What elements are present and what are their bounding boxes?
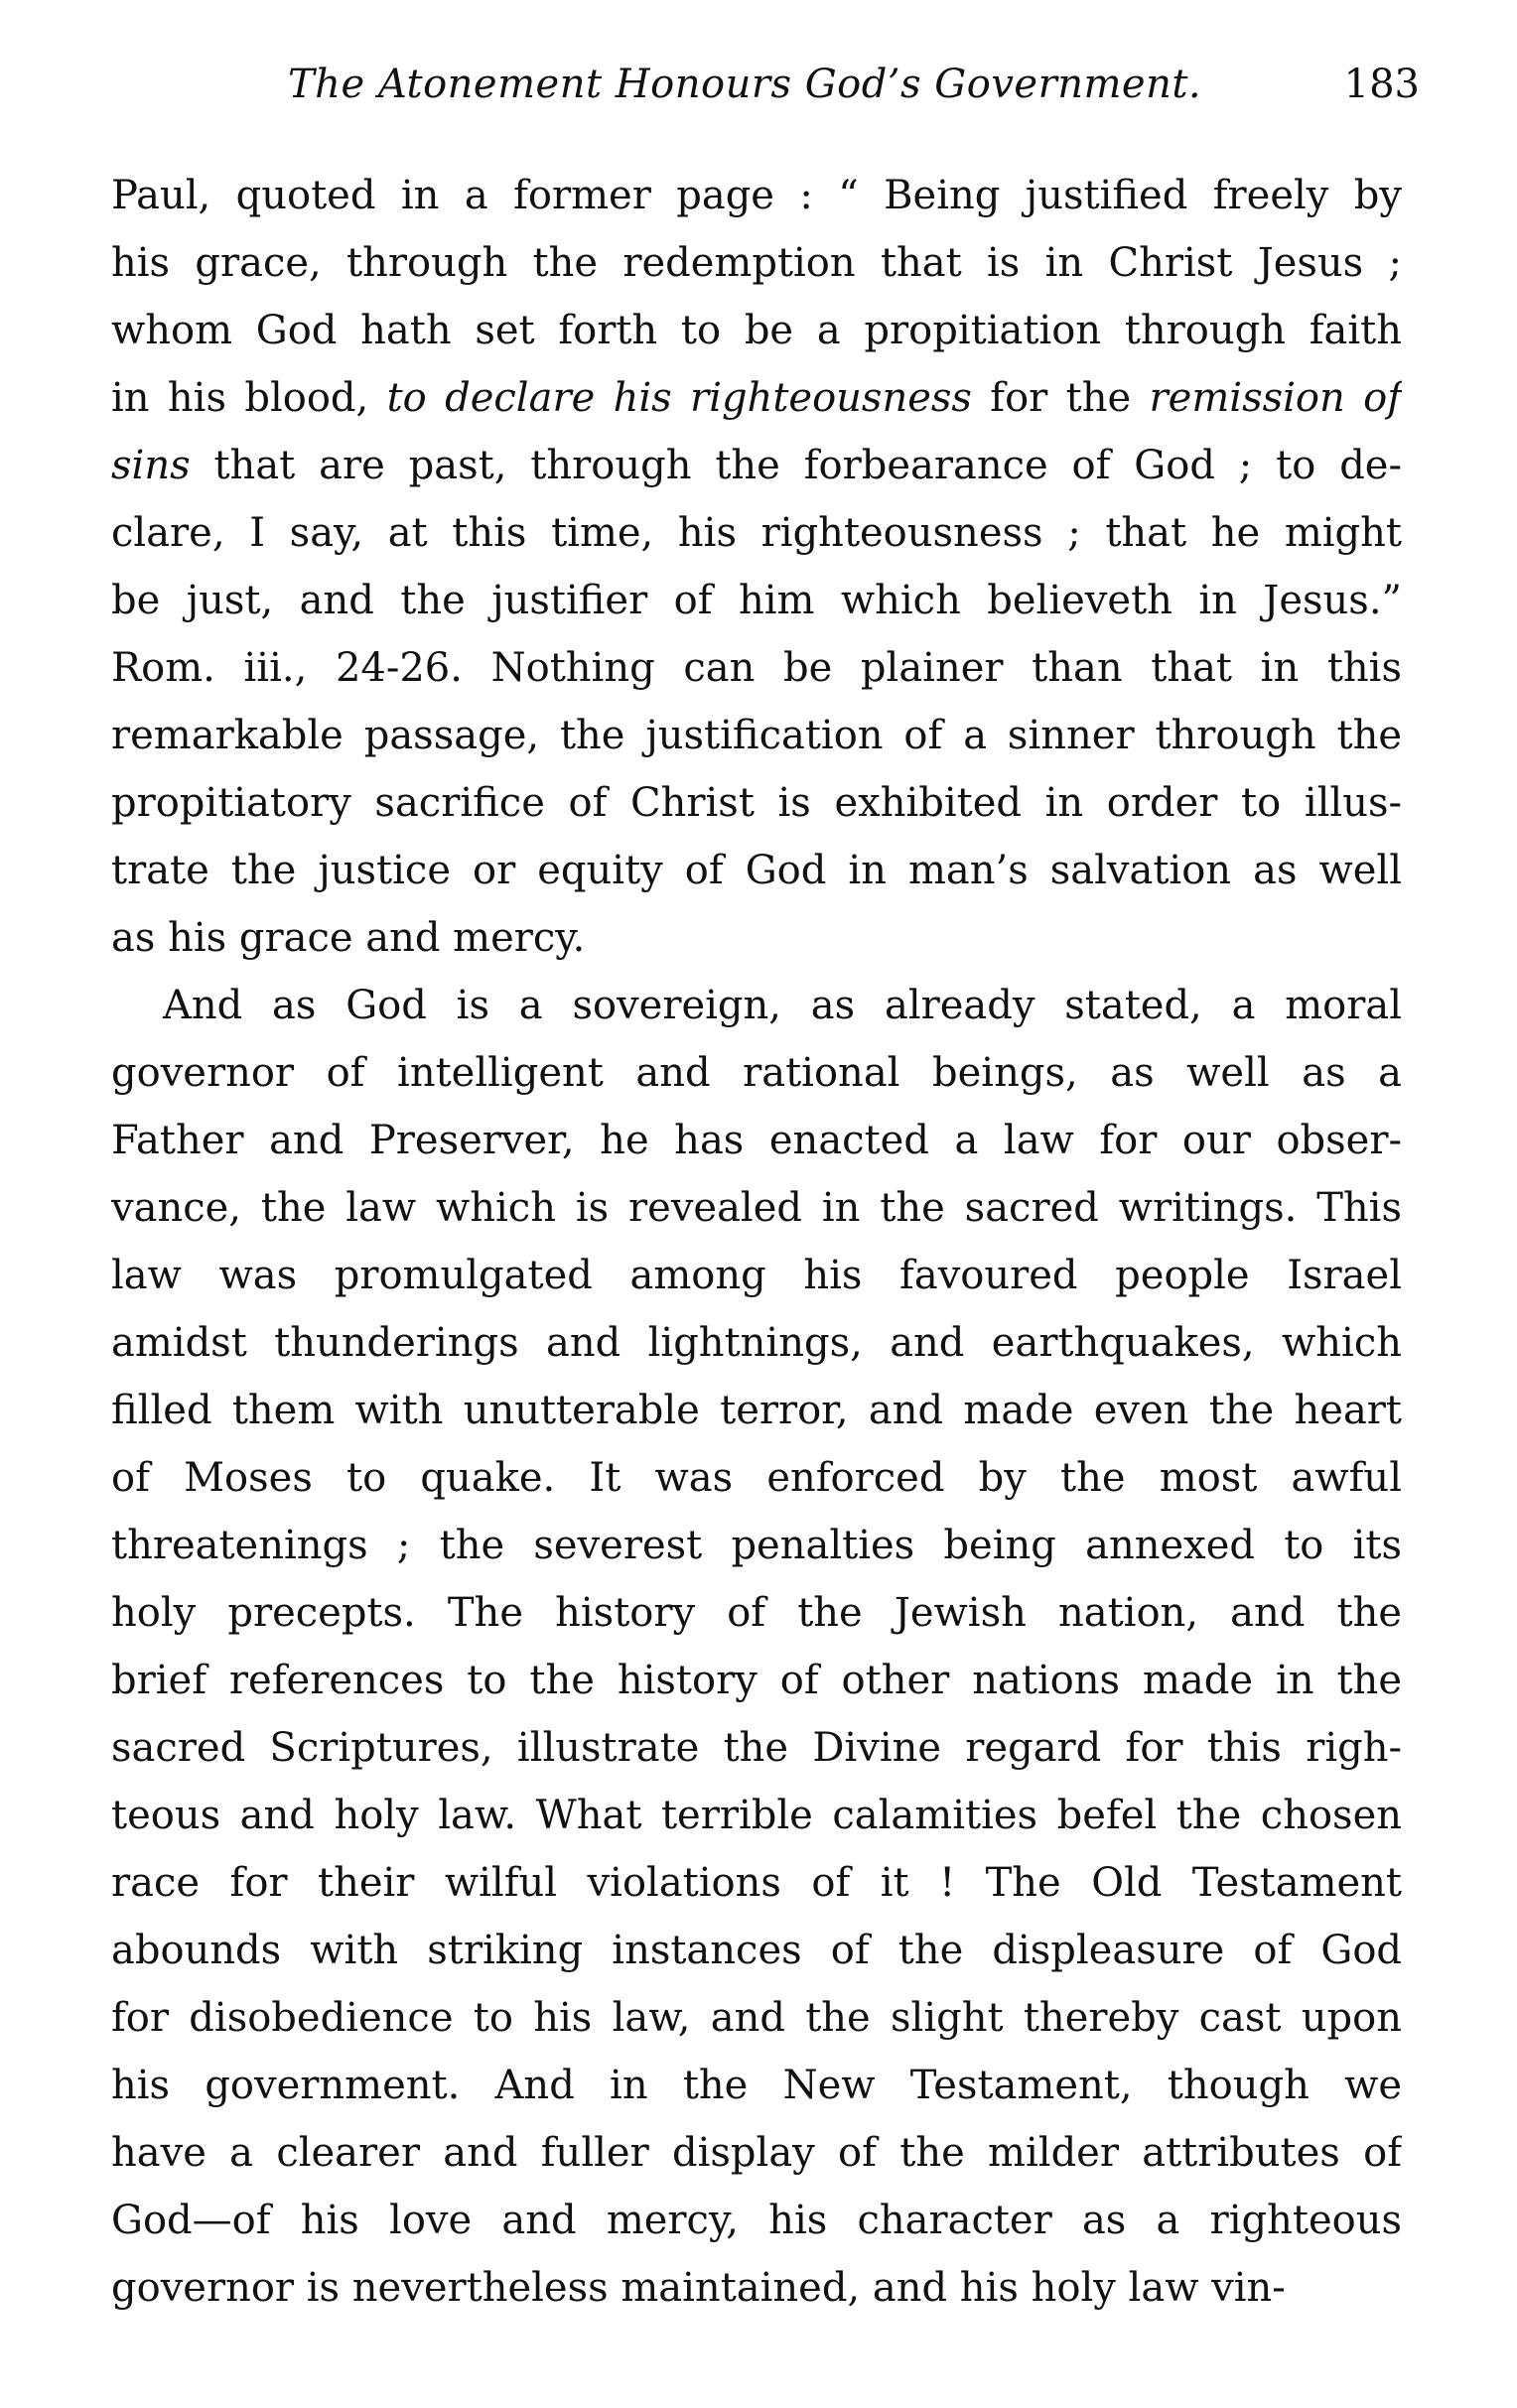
italic-text-segment: to declare his righteousness <box>386 375 972 421</box>
text-line <box>111 1782 1402 1849</box>
text-segment: for the <box>971 375 1150 421</box>
text-segment: Paul, quoted in a former page : “ Being justified freely by <box>111 173 1402 218</box>
text-segment: Father and Preserver, he has enacted a law for our obser- <box>111 1118 1402 1163</box>
text-segment: remarkable passage, the justification of a sinner through the <box>111 713 1402 758</box>
text-segment: governor of intelligent and rational beings, as well as a <box>111 1050 1402 1096</box>
text-segment: God—of his love and mercy, his character as a righteous <box>111 2198 1402 2243</box>
text-line <box>111 1444 1402 1512</box>
text-line <box>111 634 1402 702</box>
text-segment: holy precepts. The history of the Jewish nation, and the <box>111 1590 1402 1636</box>
text-segment: And as God is a sovereign, as already stated, a moral <box>163 983 1402 1028</box>
text-segment: as his grace and mercy. <box>111 915 586 961</box>
text-line <box>111 2052 1402 2119</box>
text-segment: filled them with unutterable terror, and made even the heart <box>111 1388 1402 1433</box>
text-line <box>111 432 1402 499</box>
text-line <box>111 1714 1402 1782</box>
text-line <box>111 1174 1402 1242</box>
body-text <box>111 162 1402 2322</box>
text-line <box>111 1579 1402 1647</box>
text-segment: sacred Scriptures, illustrate the Divine regard for this righ- <box>111 1725 1402 1771</box>
paragraph <box>111 972 1402 2322</box>
text-line <box>111 567 1402 634</box>
text-segment: vance, the law which is revealed in the sacred writings. This <box>111 1185 1402 1231</box>
text-segment: governor is nevertheless maintained, and his holy law vin- <box>111 2265 1286 2311</box>
text-segment: whom God hath set forth to be a propitiation through faith <box>111 308 1402 353</box>
text-segment: propitiatory sacrifice of Christ is exhibited in order to illus- <box>111 780 1402 826</box>
text-line <box>111 229 1402 297</box>
text-line <box>111 499 1402 567</box>
text-line <box>111 837 1402 904</box>
text-line <box>111 297 1402 364</box>
text-line <box>111 769 1402 837</box>
text-segment: clare, I say, at this time, his righteousness ; that he might <box>111 510 1402 556</box>
text-line <box>111 1917 1402 1984</box>
text-segment: of Moses to quake. It was enforced by the most awful <box>111 1455 1402 1501</box>
text-line <box>111 972 1402 1039</box>
text-line <box>111 1309 1402 1377</box>
italic-text-segment: remission of <box>1149 375 1402 421</box>
text-segment: law was promulgated among his favoured people Israel <box>111 1253 1402 1298</box>
text-line <box>111 1849 1402 1917</box>
text-line <box>111 2187 1402 2254</box>
text-line <box>111 1512 1402 1579</box>
text-segment: race for their wilful violations of it ! The Old Testament <box>111 1860 1402 1906</box>
text-line <box>111 1984 1402 2052</box>
text-line <box>111 1242 1402 1309</box>
text-segment: for disobedience to his law, and the slight thereby cast upon <box>111 1995 1402 2041</box>
text-segment: amidst thunderings and lightnings, and earthquakes, which <box>111 1320 1402 1366</box>
text-segment: his grace, through the redemption that is in Christ Jesus ; <box>111 240 1402 286</box>
text-line <box>111 1039 1402 1107</box>
text-line <box>111 2119 1402 2187</box>
text-segment: threatenings ; the severest penalties being annexed to its <box>111 1523 1402 1568</box>
italic-text-segment: sins <box>111 443 191 488</box>
text-segment: have a clearer and fuller display of the milder attributes of <box>111 2130 1402 2176</box>
text-segment: abounds with striking instances of the displeasure of God <box>111 1928 1402 1973</box>
text-line <box>111 1377 1402 1444</box>
text-line <box>111 904 1402 972</box>
text-segment: teous and holy law. What terrible calamities befel the chosen <box>111 1793 1402 1838</box>
text-segment: be just, and the justifier of him which believeth in Jesus.” <box>111 578 1402 623</box>
paragraph <box>111 162 1402 972</box>
text-line <box>111 162 1402 229</box>
text-segment: his government. And in the New Testament, though we <box>111 2063 1402 2108</box>
running-head <box>288 62 1420 121</box>
running-head-title: The Atonement Honours God’s Government. <box>288 62 1202 107</box>
text-line <box>111 1647 1402 1714</box>
text-line <box>111 364 1402 432</box>
text-line <box>111 702 1402 769</box>
text-segment: in his blood, <box>111 375 387 421</box>
text-segment: brief references to the history of other nations made in the <box>111 1658 1402 1703</box>
text-line <box>111 1107 1402 1174</box>
page-number: 183 <box>1343 62 1420 107</box>
text-line <box>111 2254 1402 2322</box>
text-segment: that are past, through the forbearance of God ; to de- <box>190 443 1402 488</box>
text-segment: Rom. iii., 24-26. Nothing can be plainer than that in this <box>111 645 1402 691</box>
text-segment: trate the justice or equity of God in man’s salvation as well <box>111 848 1402 893</box>
